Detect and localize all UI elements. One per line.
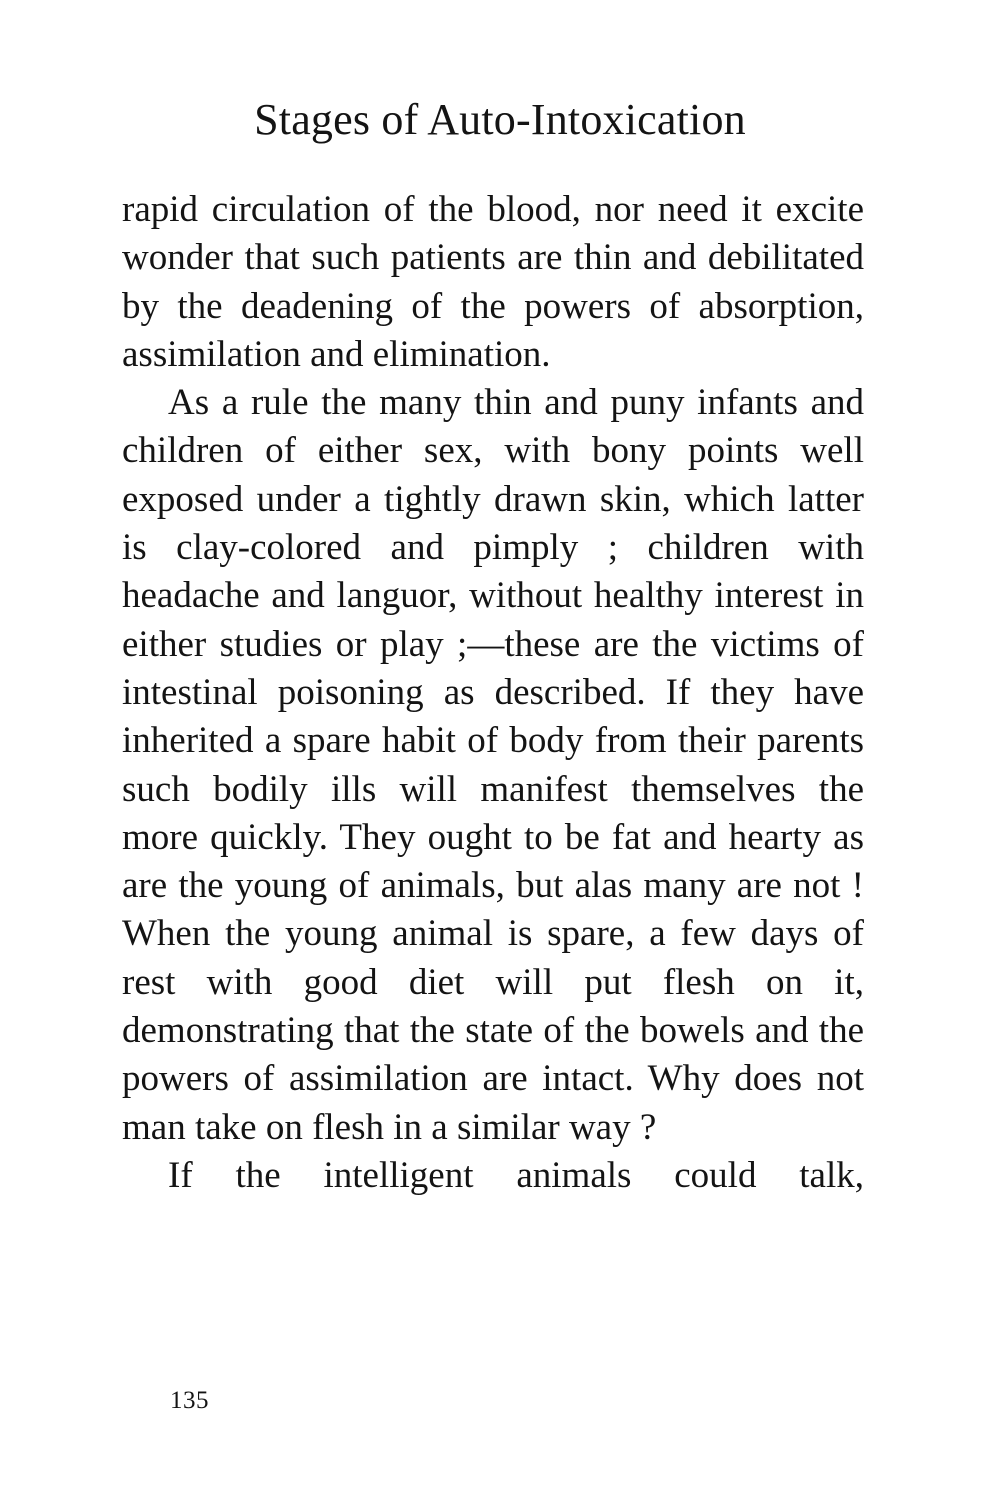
paragraph-continued: rapid circulation of the blood, nor need it excite wonder that such patients are thin and debilitated by the deadening of the powers of absorption, assimilation and elimination. (122, 189, 864, 375)
page-number: 135 (170, 1387, 209, 1414)
paragraph: As a rule the many thin and puny infants and children of either sex, with bony points well exposed under a tightly drawn skin, which latter is clay-colored and pimply ; children with headache and languor, without healthy interest in either studies or play ;—these are the victims of intestinal poisoning as described. If they have inherited a spare habit of body from their parents such bodily ills will manifest themselves the more quickly. They ought to be fat and hearty as are the young of animals, but alas many are not ! When the young animal is spare, a few days of rest with good diet will put flesh on it, demonstrating that the state of the bowels and the powers of assimilation are intact. Why does not man take on flesh in a similar way ? (122, 382, 864, 1148)
paragraph-continues-next-page: If the intelligent animals could talk, (168, 1154, 864, 1196)
running-head: Stages of Auto-Intoxication (254, 95, 746, 144)
body-text (122, 186, 864, 1200)
